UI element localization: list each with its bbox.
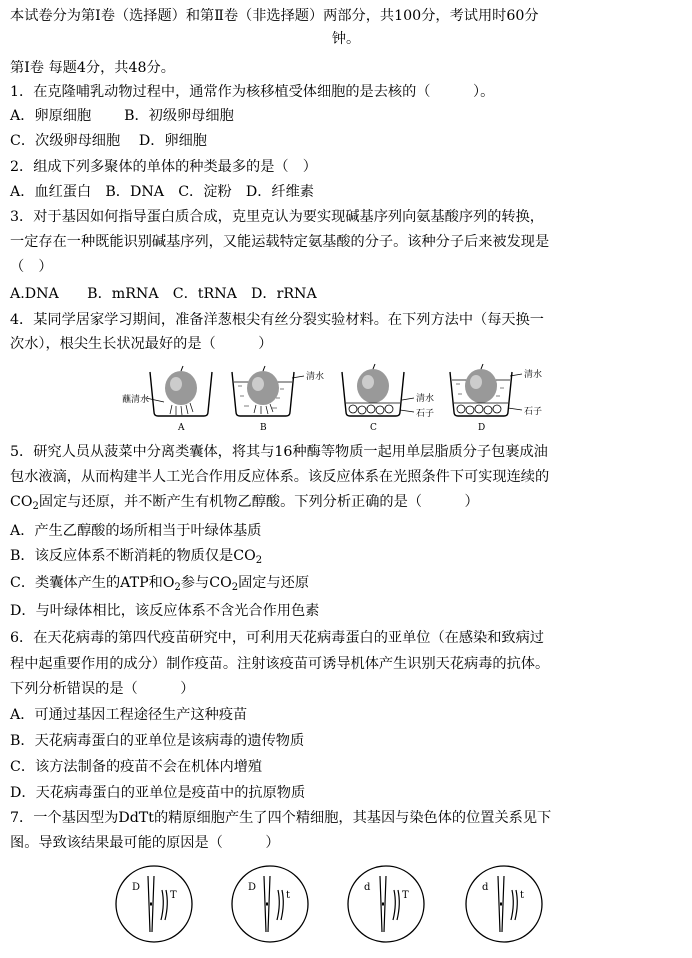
panel-label-d: D bbox=[478, 423, 486, 433]
q1-options-ab: A．卵原细胞 B．初级卵母细胞 bbox=[10, 108, 234, 124]
cell-2-right-gene: t bbox=[286, 890, 291, 901]
q5-stem-line1: 5．研究人员从菠菜中分离类囊体，将其与16种酶等物质一起用单层脂质分子包裹成油 bbox=[10, 444, 548, 460]
q7-stem-line2: 图。导致该结果最可能的原因是（ ） bbox=[10, 835, 280, 851]
q7-stem-line1: 7．一个基因型为DdTt的精原细胞产生了四个精细胞，其基因与染色体的位置关系见下 bbox=[10, 810, 552, 826]
onion-root-figure bbox=[120, 362, 560, 434]
q1-stem: 1．在克隆哺乳动物过程中，通常作为核移植受体细胞的是去核的（ ）。 bbox=[10, 84, 495, 100]
label-stone-d: 石子 bbox=[524, 407, 543, 417]
panel-label-b: B bbox=[260, 423, 267, 433]
cell-1-left-gene: D bbox=[132, 882, 141, 893]
label-water-d: 清水 bbox=[524, 370, 543, 380]
q5-option-a: A．产生乙醇酸的场所相当于叶绿体基质 bbox=[10, 523, 262, 539]
q3-options: A.DNA B．mRNA C．tRNA D．rRNA bbox=[10, 286, 317, 302]
q1-options-cd: C．次级卵母细胞 D．卵细胞 bbox=[10, 133, 207, 149]
cell-2-left-gene: D bbox=[248, 882, 257, 893]
panel-b-beaker bbox=[232, 366, 304, 416]
q5-option-c: C．类囊体产生的ATP和$O_2$参与$CO_2$固定与还原 bbox=[10, 575, 310, 593]
q3-stem-line1: 3．对于基因如何指导蛋白质合成，克里克认为要实现碱基序列向氨基酸序列的转换， bbox=[10, 209, 544, 225]
q5-option-b: B．该反应体系不断消耗的物质仅是$CO_2$ bbox=[10, 548, 263, 566]
q6-option-d: D．天花病毒蛋白的亚单位是疫苗中的抗原物质 bbox=[10, 785, 306, 801]
q2-options: A．血红蛋白 B．DNA C．淀粉 D．纤维素 bbox=[10, 184, 314, 200]
exam-instructions-line1: 本试卷分为第Ⅰ卷（选择题）和第Ⅱ卷（非选择题）两部分，共100分，考试用时60分 bbox=[10, 8, 539, 24]
exam-instructions-line2: 钟。 bbox=[331, 31, 361, 47]
q5-option-d: D．与叶绿体相比，该反应体系不含光合作用色素 bbox=[10, 603, 320, 619]
q4-stem-line1: 4．某同学居家学习期间，准备洋葱根尖有丝分裂实验材料。在下列方法中（每天换一 bbox=[10, 312, 544, 328]
sperm-cell-2 bbox=[232, 866, 308, 942]
sperm-cells-figure bbox=[110, 860, 570, 948]
sperm-cell-4 bbox=[466, 866, 542, 942]
label-water-c: 清水 bbox=[416, 394, 435, 404]
panel-d-beaker bbox=[450, 364, 522, 416]
q6-stem-line3: 下列分析错误的是（ ） bbox=[10, 681, 195, 697]
panel-a-beaker bbox=[146, 366, 212, 416]
q5-stem-line3: $CO_2$固定与还原，并不断产生有机物乙醇酸。下列分析正确的是（ ） bbox=[10, 494, 479, 512]
q3-stem-line2: 一定存在一种既能识别碱基序列，又能运载特定氨基酸的分子。该种分子后来被发现是 bbox=[10, 234, 550, 250]
cell-3-right-gene: T bbox=[402, 890, 409, 901]
panel-c-beaker bbox=[342, 364, 414, 416]
section-heading: 第Ⅰ卷 每题4分，共48分。 bbox=[10, 60, 175, 76]
q6-stem-line1: 6．在天花病毒的第四代疫苗研究中，可利用天花病毒蛋白的亚单位（在感染和致病过 bbox=[10, 630, 544, 646]
cell-1-right-gene: T bbox=[170, 890, 177, 901]
label-dipped-water: 蘸清水 bbox=[122, 395, 150, 405]
cell-3-left-gene: d bbox=[364, 882, 371, 893]
q6-option-a: A．可通过基因工程途径生产这种疫苗 bbox=[10, 707, 248, 723]
label-stone-c: 石子 bbox=[416, 409, 435, 419]
label-water-b: 清水 bbox=[306, 372, 325, 382]
q6-option-b: B．天花病毒蛋白的亚单位是该病毒的遗传物质 bbox=[10, 733, 305, 749]
cell-4-right-gene: t bbox=[520, 890, 525, 901]
q6-option-c: C．该方法制备的疫苗不会在机体内增殖 bbox=[10, 759, 263, 775]
q4-stem-line2: 次水），根尖生长状况最好的是（ ） bbox=[10, 336, 273, 352]
q6-stem-line2: 程中起重要作用的成分）制作疫苗。注射该疫苗可诱导机体产生识别天花病毒的抗体。 bbox=[10, 656, 550, 672]
q2-stem: 2．组成下列多聚体的单体的种类最多的是（ ） bbox=[10, 159, 317, 175]
sperm-cell-3 bbox=[348, 866, 424, 942]
panel-label-c: C bbox=[370, 423, 377, 433]
q5-stem-line2: 包水液滴，从而构建半人工光合作用反应体系。该反应体系在光照条件下可实现连续的 bbox=[10, 469, 550, 485]
q3-stem-line3: （ ） bbox=[10, 259, 53, 275]
cell-4-left-gene: d bbox=[482, 882, 489, 893]
sperm-cell-1 bbox=[116, 866, 192, 942]
panel-label-a: A bbox=[178, 423, 185, 433]
